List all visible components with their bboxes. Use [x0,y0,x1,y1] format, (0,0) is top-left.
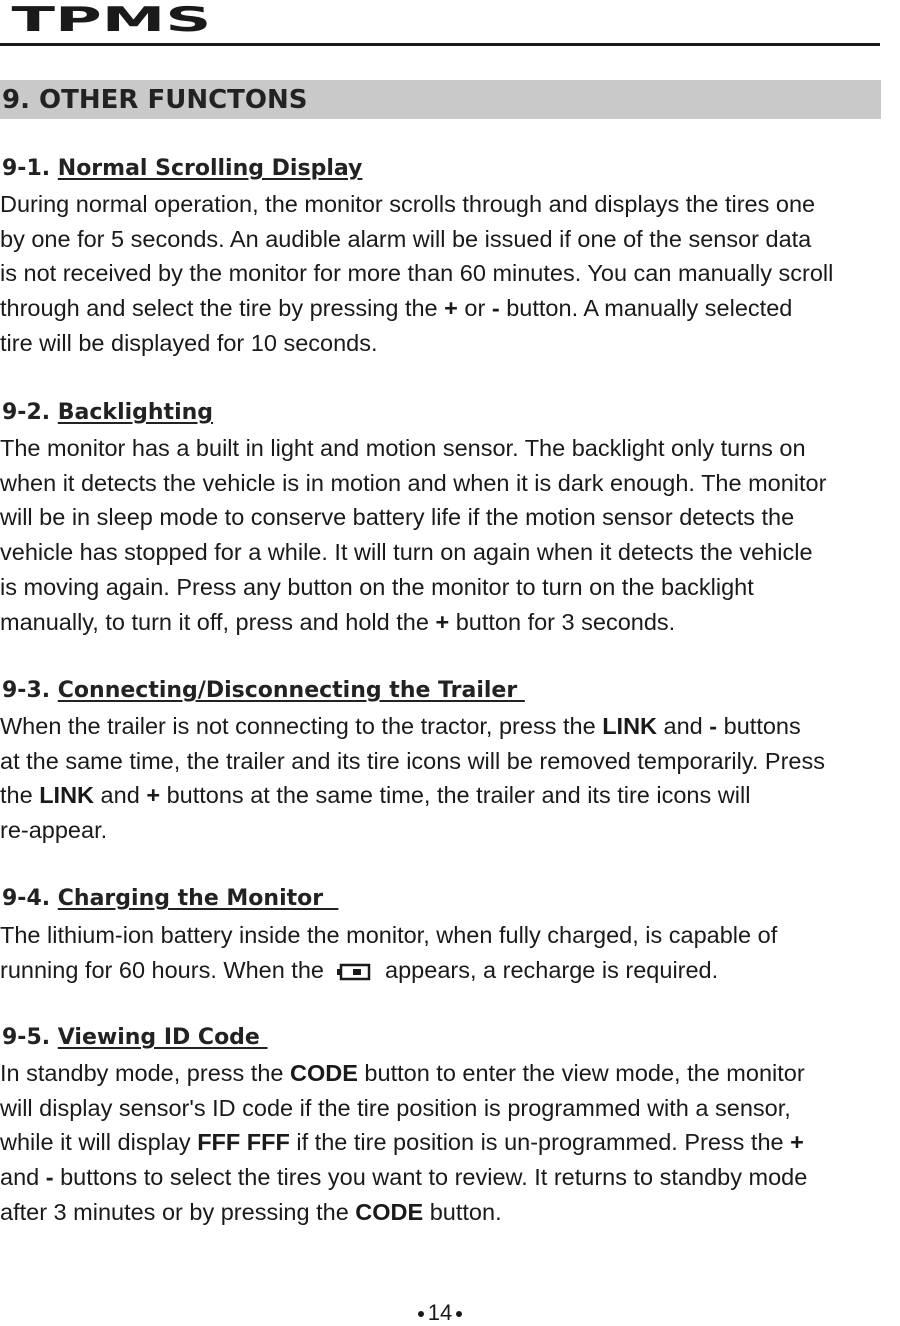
bold-term: - [709,713,718,739]
page-number-footer [0,1300,880,1326]
subsection-heading-9-5 [2,1023,268,1053]
paragraph-line: will be in sleep mode to conserve battery life if the motion sensor detects the [0,504,795,531]
subsection-number: 9-4. [2,886,51,911]
paragraph-line: at the same time, the trailer and its tire icons will be removed temporarily. Press [0,747,825,774]
subsection-heading-9-3 [2,676,525,706]
bold-term: CODE [290,1060,358,1086]
paragraph-line: and - buttons to select the tires you want to review. It returns to standby mode [0,1164,808,1191]
bold-term: LINK [602,713,658,739]
paragraph-line: when it detects the vehicle is in motion and when it is dark enough. The monitor [0,469,827,496]
paragraph-line: In standby mode, press the CODE button to enter the view mode, the monitor [0,1060,805,1086]
subsection-title: Viewing ID Code [57,1025,268,1050]
subsection-title: Connecting/Disconnecting the Trailer [57,678,525,703]
paragraph-line: The lithium-ion battery inside the monitor, when fully charged, is capable of [0,922,778,948]
paragraph-line: is moving again. Press any button on the monitor to turn on the backlight [0,573,754,600]
subsection-heading-9-4 [2,884,338,914]
paragraph-line: During normal operation, the monitor scrolls through and displays the tires one [0,191,816,217]
subsection-heading-9-1 [2,154,362,184]
paragraph-line: tire will be displayed for 10 seconds. [0,329,378,356]
paragraph-line: is not received by the monitor for more than 60 minutes. You can manually scroll [0,260,834,287]
header-rule [0,43,880,46]
bold-term: - [491,295,500,322]
subsection-heading-9-2 [2,398,213,428]
section-title: 9. OTHER FUNCTONS [2,85,308,115]
paragraph-line: manually, to turn it off, press and hold the + button for 3 seconds. [0,608,676,635]
paragraph-line: will display sensor's ID code if the tire position is programmed with a sensor, [0,1094,791,1121]
paragraph-line: re-appear. [0,817,108,844]
paragraph-line: after 3 minutes or by pressing the CODE button. [0,1198,502,1225]
paragraph-9-4 [0,918,900,987]
subsection-title: Normal Scrolling Display [57,156,363,181]
bold-term: + [444,295,458,322]
bold-term: + [790,1129,804,1156]
subsection-number: 9-2. [2,400,51,425]
paragraph-line: vehicle has stopped for a while. It will turn on again when it detects the vehicle [0,539,813,566]
subsection-title: Charging the Monitor [57,886,339,911]
subsection-title: Backlighting [57,400,214,425]
bold-term: LINK [39,782,95,809]
paragraph-line: the LINK and + buttons at the same time, the trailer and its tire icons will [0,782,751,809]
subsection-number: 9-5. [2,1025,51,1050]
bold-term: + [435,608,450,635]
paragraph-line: running for 60 hours. When the appears, a recharge is required. [0,956,719,983]
paragraph-9-3 [0,709,900,848]
bullet-dot [418,1311,424,1317]
battery-icon [337,963,373,981]
subsection-number: 9-3. [2,678,51,703]
paragraph-line: while it will display FFF FFF if the tire position is un-programmed. Press the + [0,1129,804,1156]
bold-term: - [45,1164,54,1191]
paragraph-line: through and select the tire by pressing the + or - button. A manually selected [0,295,793,322]
subsection-number: 9-1. [2,156,51,181]
paragraph-9-2 [0,431,900,639]
paragraph-9-1 [0,187,900,361]
page-number: 14 [427,1300,453,1325]
bold-term: + [146,782,161,809]
paragraph-line: by one for 5 seconds. An audible alarm will be issued if one of the sensor data [0,225,812,252]
bullet-dot [456,1311,462,1317]
bold-term: CODE [355,1198,424,1225]
paragraph-9-5 [0,1056,900,1230]
tpms-logo-text: TPMS [11,2,212,38]
paragraph-line: The monitor has a built in light and motion sensor. The backlight only turns on [0,435,806,461]
paragraph-line: When the trailer is not connecting to the tractor, press the LINK and - buttons [0,713,801,739]
bold-term: FFF FFF [197,1129,290,1156]
tpms-logo [0,2,230,38]
